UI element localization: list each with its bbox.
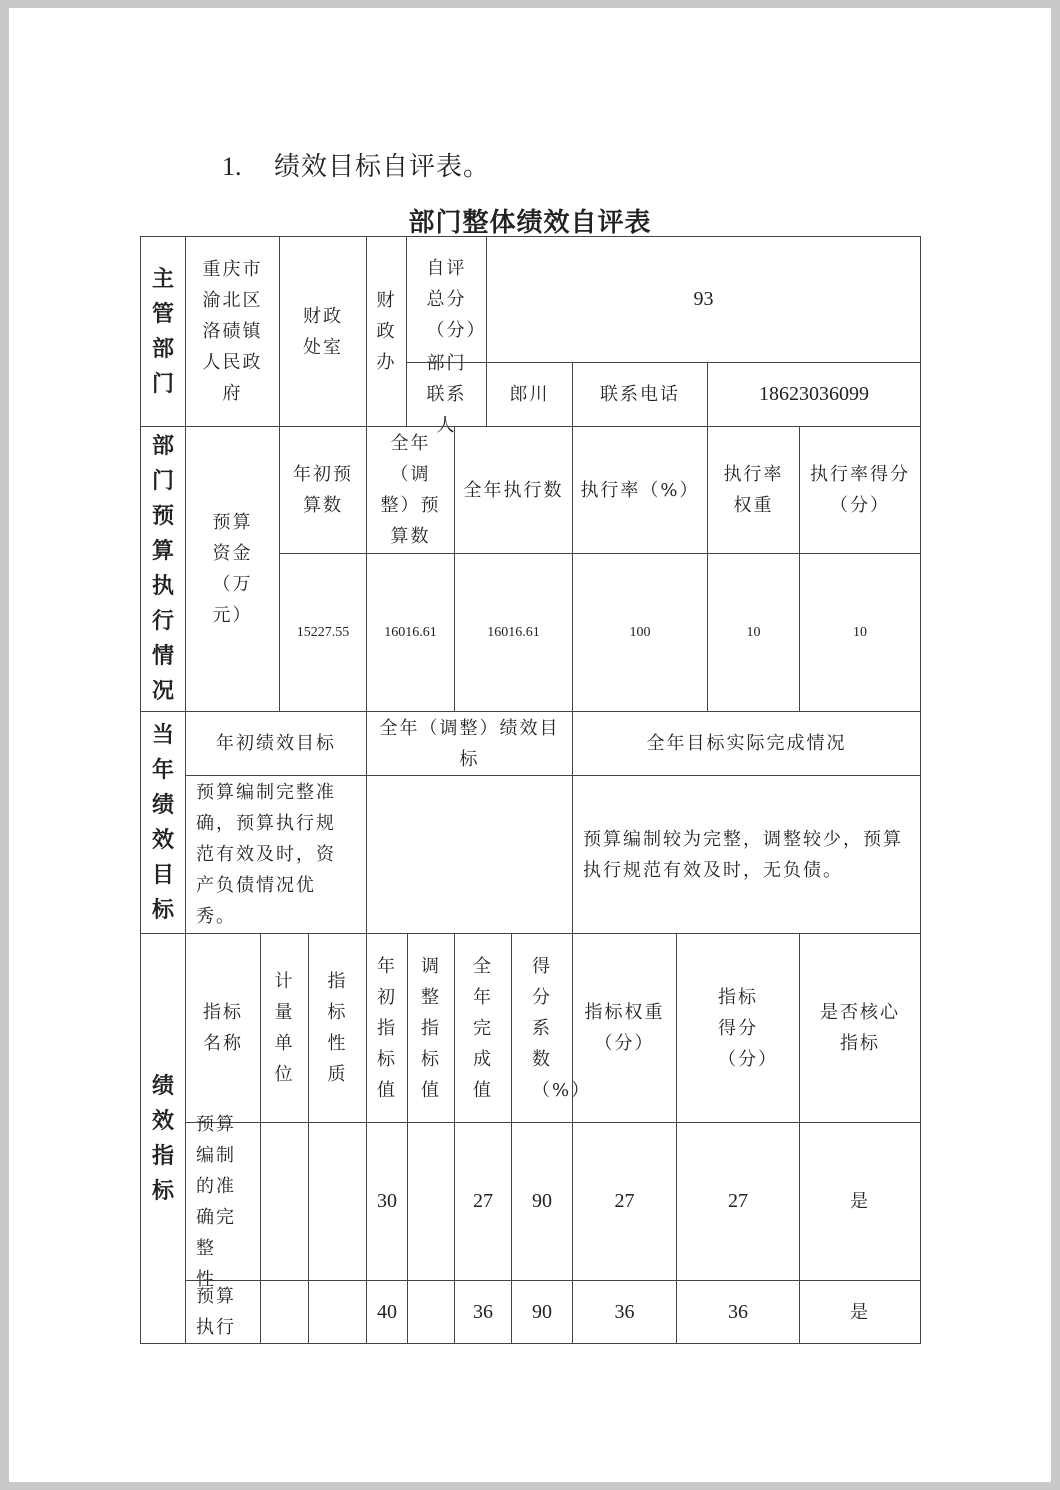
- budget-value-adjusted: 16016.61: [366, 553, 455, 712]
- ind-row-2-coefficient: 90: [511, 1280, 573, 1344]
- ind-row-2-score: 36: [676, 1280, 800, 1344]
- score-value-cell: 93: [486, 236, 921, 363]
- targets-adjusted-text: [366, 775, 573, 934]
- ind-header-coefficient: 得分系数（%）: [511, 933, 573, 1123]
- section-heading: [222, 146, 490, 183]
- ind-header-adjusted: 调整指标值: [407, 933, 455, 1123]
- budget-fund-label-cell: 预算资金（万元）: [185, 426, 280, 712]
- ind-header-nature: 指标性质: [308, 933, 367, 1123]
- ind-row-1-coefficient: 90: [511, 1122, 573, 1281]
- targets-header-actual: 全年目标实际完成情况: [572, 711, 921, 776]
- ind-row-2-nature: [308, 1280, 367, 1344]
- targets-initial-text: 预算编制完整准确，预算执行规范有效及时，资产负债情况优秀。: [185, 775, 367, 934]
- table-title: 部门整体绩效自评表: [408, 208, 652, 238]
- dept-name-cell: 重庆市渝北区洛碛镇人民政府: [185, 236, 280, 427]
- targets-section-label: 当年绩效目标: [140, 711, 186, 934]
- ind-row-1-name: 预算编制的准确完整 性: [185, 1122, 261, 1281]
- budget-value-score: 10: [799, 553, 921, 712]
- ind-header-name: 指标名称: [185, 933, 261, 1123]
- budget-header-score: 执行率得分（分）: [799, 426, 921, 554]
- ind-row-2-weight: 36: [572, 1280, 677, 1344]
- ind-row-1-core: 是: [799, 1122, 921, 1281]
- budget-value-rate: 100: [572, 553, 708, 712]
- targets-header-initial: 年初绩效目标: [185, 711, 367, 776]
- budget-header-weight: 执行率权重: [707, 426, 800, 554]
- ind-header-initial: 年初指标值: [366, 933, 408, 1123]
- ind-row-1-nature: [308, 1122, 367, 1281]
- ind-row-1-weight: 27: [572, 1122, 677, 1281]
- ind-row-1-adjusted: [407, 1122, 455, 1281]
- budget-value-executed: 16016.61: [454, 553, 573, 712]
- ind-header-score: 指标得分（分）: [676, 933, 800, 1123]
- budget-value-weight: 10: [707, 553, 800, 712]
- budget-header-adjusted: 全年（调整）预算数: [366, 426, 455, 554]
- ind-header-completed: 全年完成值: [454, 933, 512, 1123]
- score-label-cell: 自评总分（分）: [406, 236, 487, 363]
- section-number: 1.: [222, 152, 242, 181]
- ind-row-2-name: 预算执行: [185, 1280, 261, 1344]
- ind-row-2-core: 是: [799, 1280, 921, 1344]
- section-heading-text: 绩效目标自评表。: [274, 152, 491, 182]
- phone-label-cell: 联系电话: [572, 362, 708, 427]
- targets-actual-text: 预算编制较为完整，调整较少，预算执行规范有效及时，无负债。: [572, 775, 921, 934]
- ind-row-1-unit: [260, 1122, 309, 1281]
- ind-header-core: 是否核心指标: [799, 933, 921, 1123]
- ind-row-1-completed: 27: [454, 1122, 512, 1281]
- phone-value-cell: 18623036099: [707, 362, 921, 427]
- office-value-cell: 财政办: [366, 236, 407, 427]
- budget-section-label: 部门预算执行情况: [140, 426, 186, 712]
- budget-header-initial: 年初预算数: [279, 426, 367, 554]
- budget-value-initial: 15227.55: [279, 553, 367, 712]
- ind-row-2-unit: [260, 1280, 309, 1344]
- office-label-cell: 财政处室: [279, 236, 367, 427]
- contact-value-cell: 郎川: [486, 362, 573, 427]
- ind-header-weight: 指标权重（分）: [572, 933, 677, 1123]
- budget-header-rate: 执行率（%）: [572, 426, 708, 554]
- contact-label-cell: 部门联系人: [406, 362, 487, 427]
- ind-row-1-score: 27: [676, 1122, 800, 1281]
- ind-row-2-adjusted: [407, 1280, 455, 1344]
- budget-header-executed: 全年执行数: [454, 426, 573, 554]
- ind-row-1-initial: 30: [366, 1122, 408, 1281]
- ind-row-2-completed: 36: [454, 1280, 512, 1344]
- ind-header-unit: 计量单位: [260, 933, 309, 1123]
- ind-row-2-initial: 40: [366, 1280, 408, 1344]
- targets-header-adjusted: 全年（调整）绩效目标: [366, 711, 573, 776]
- indicators-section-label: 绩效指标: [140, 933, 186, 1344]
- dept-section-label: 主管部门: [140, 236, 186, 427]
